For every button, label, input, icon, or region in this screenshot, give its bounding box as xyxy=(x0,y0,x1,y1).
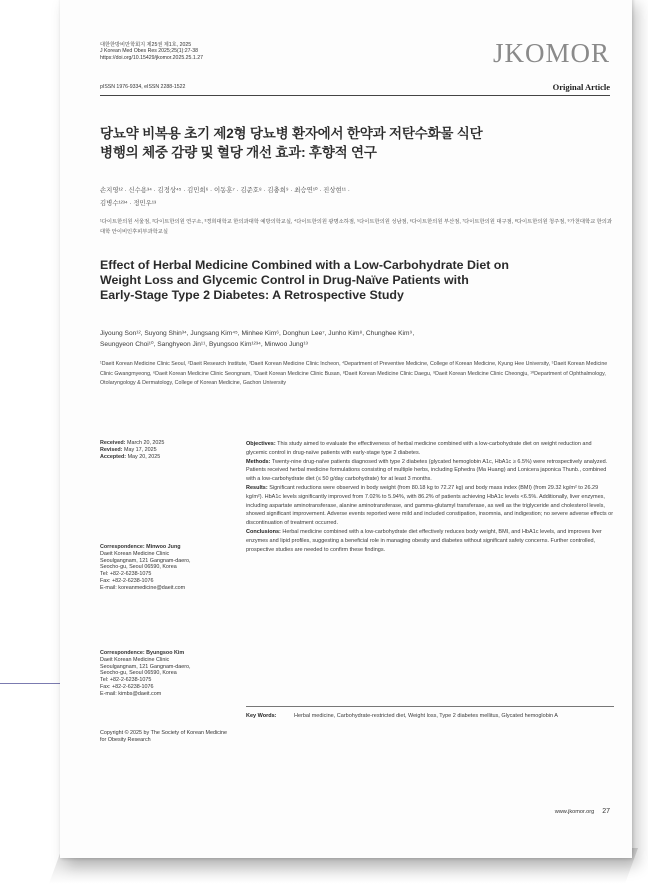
keywords-label: Key Words: xyxy=(246,713,277,719)
english-title-line: Effect of Herbal Medicine Combined with a Low-Carbohydrate Diet on xyxy=(100,258,509,272)
page-number: 27 xyxy=(602,808,610,815)
corr-line: Seoulgangnam, 121 Gangnam-daero, xyxy=(100,557,191,564)
footer-url[interactable]: www.jkomor.org xyxy=(554,809,595,815)
correspondence-label: Correspondence: Minwoo Jung xyxy=(100,544,181,550)
article-type: Original Article xyxy=(552,82,610,92)
doi-link[interactable]: https://doi.org/10.15429/jkomor.2025.25.1.27 xyxy=(100,54,203,61)
corr-line: Seocho-gu, Seoul 06590, Korea xyxy=(100,670,177,677)
english-title-line: Early-Stage Type 2 Diabetes: A Retrospective Study xyxy=(100,287,404,302)
date-accepted: Accepted: May 20, 2025 xyxy=(100,453,161,460)
corr-line: Daeit Korean Medicine Clinic xyxy=(100,656,170,663)
corr-email[interactable]: E-mail: koreanmedicine@daeit.com xyxy=(100,584,186,591)
article-sidebar xyxy=(100,440,228,743)
korean-authors-line: 김병수¹²³⁴ · 정민우¹³ xyxy=(100,200,157,207)
journal-info xyxy=(100,42,203,61)
korean-authors xyxy=(100,184,610,210)
journal-page xyxy=(60,0,632,858)
english-authors-line: Seungyeon Choi¹⁰, Sanghyeon Jin¹¹, Byungsoo Kim¹²³⁴, Minwoo Jung¹³ xyxy=(100,341,308,348)
abstract-results: Results: Significant reductions were observed in body weight (from 80.18 kg to 72.27 kg) and body mass index (BMI) (from 29.32 kg/m² to 26.29 kg/m²). HbA1c levels significantly improved from 7.02% to 5.94%, with 86.2% of patients achieving HbA1c levels <6.5%. Additionally, liver enzymes, including aspartate aminotransferase, alanine aminotransferase, and gamma-glutamyl transferase, as well as the triglyceride and cholesterol levels, showed significant improvement. Adverse events reported were mild and included constipation, insomnia, and indigestion; no severe adverse effects or discontinuation of treatment occurred. xyxy=(246,484,614,527)
english-authors-line: Jiyoung Son¹², Suyong Shin³⁴, Jungsang Kim⁴⁵, Minhee Kim⁶, Donghun Lee⁷, Junho Kim⁸, Chunghee Kim⁹, xyxy=(100,330,415,337)
corr-line: Seoulgangnam, 121 Gangnam-daero, xyxy=(100,663,191,670)
corr-email[interactable]: E-mail: kimbs@daeit.com xyxy=(100,690,162,697)
copyright: Copyright © 2025 by The Society of Korean Medicine for Obesity Research xyxy=(100,730,228,743)
date-received: Received: March 20, 2025 xyxy=(100,440,165,446)
abstract-conclusions: Conclusions: Herbal medicine combined with a low-carbohydrate diet effectively reduces body weight, BMI, and HbA1c levels, and improves liver enzymes and lipid profiles, suggesting a beneficial role in managing obesity and diabetes without significant safety concerns. Further controlled, prospective studies are needed to confirm these findings. xyxy=(246,528,602,553)
abstract-objectives: Objectives: This study aimed to evaluate the effectiveness of herbal medicine combined with a low-carbohydrate diet on weight reduction and glycemic control in drug-naïve patients with early-stage type 2 diabetes. xyxy=(246,441,592,456)
korean-title-line: 당뇨약 비복용 초기 제2형 당뇨병 환자에서 한약과 저탄수화물 식단 xyxy=(100,126,483,141)
keywords-text: Herbal medicine, Carbohydrate-restricted diet, Weight loss, Type 2 diabetes mellitus, Glycated hemoglobin A xyxy=(294,713,558,719)
date-revised: Revised: May 17, 2025 xyxy=(100,446,157,453)
korean-title-line: 병행의 체중 감량 및 혈당 개선 효과: 후향적 연구 xyxy=(100,145,377,160)
abstract-methods: Methods: Twenty-nine drug-naïve patients diagnosed with type 2 diabetes (glycated hemoglobin A1c, HbA1c ≥ 6.5%) were retrospectively analyzed. Patients received herbal medicine formulations consisting of multiple herbs, including Ephedra (Ma Huang) and Lonicera japonica Thunb., combined with a low-carbohydrate diet (≤ 50 g/day carbohydrate) for at least 3 months. xyxy=(246,458,608,483)
korean-authors-line: 손지영¹² · 신수용³⁴ · 김정상⁴⁵ · 김민희⁶ · 이동훈⁷ · 김준호⁸ · 김충희⁹ · 최승연¹⁰ · 진상현¹¹ · xyxy=(100,187,350,194)
page-footer xyxy=(555,808,610,815)
corr-line: Fax: +82-2-6238-1076 xyxy=(100,577,154,584)
korean-affiliations: ¹다이트한의원 서울점, ²다이트한의원 연구소, ³경희대학교 한의과대학 예방의학교실, ⁴다이트한의원 광명소하점, ⁵다이트한의원 성남점, ⁶다이트한의원 부산점, ⁷다이트한의원 대구점, ⁸다이트한의원 청주점, ⁹가천대학교 한의과대학 안이비인후피부과학교실 xyxy=(100,219,613,235)
article-dates xyxy=(100,440,228,460)
issn: pISSN 1976-9334, eISSN 2288-1522 xyxy=(100,84,186,90)
journal-logo: JKOMOR xyxy=(492,38,610,68)
corr-line: Daeit Korean Medicine Clinic xyxy=(100,550,170,557)
english-authors xyxy=(100,328,620,350)
korean-title xyxy=(100,124,610,162)
corr-line: Fax: +82-2-6238-1076 xyxy=(100,683,154,690)
correspondence-label: Correspondence: Byungsoo Kim xyxy=(100,650,185,656)
english-title xyxy=(100,258,620,302)
english-title-line: Weight Loss and Glycemic Control in Drug-Naïve Patients with xyxy=(100,272,469,287)
header-divider xyxy=(100,95,610,96)
correspondence-1 xyxy=(100,544,228,592)
corr-line: Seocho-gu, Seoul 06590, Korea xyxy=(100,564,177,571)
journal-line: 대한한방비만학회지 제25권 제1호, 2025 xyxy=(100,42,192,48)
english-affiliations: ¹Daeit Korean Medicine Clinic Seoul, ²Daeit Research Institute, ³Daeit Korean Medicine Clinic Incheon, ⁴Department of Preventive Medicine, College of Korean Medicine, Kyung Hee University, ⁵Daeit Korean Medicine Clinic Gwangmyeong, ⁶Daeit Korean Medicine Clinic Seongnam, ⁷Daeit Korean Medicine Clinic Busan, ⁸Daeit Korean Medicine Clinic Daegu, ⁹Daeit Korean Medicine Clinic Cheongju, ¹⁰Department of Ophthalmology, Otolaryngology & Dermatology, College of Korean Medicine, Gachon University xyxy=(100,361,608,387)
corr-line: Tel: +82-2-6238-1075 xyxy=(100,677,152,684)
corr-line: Tel: +82-2-6238-1075 xyxy=(100,571,152,578)
correspondence-2 xyxy=(100,650,228,698)
keywords-divider xyxy=(246,706,614,707)
abstract xyxy=(246,440,614,554)
journal-line: J Korean Med Obes Res 2025;25(1):27-38 xyxy=(100,48,199,55)
